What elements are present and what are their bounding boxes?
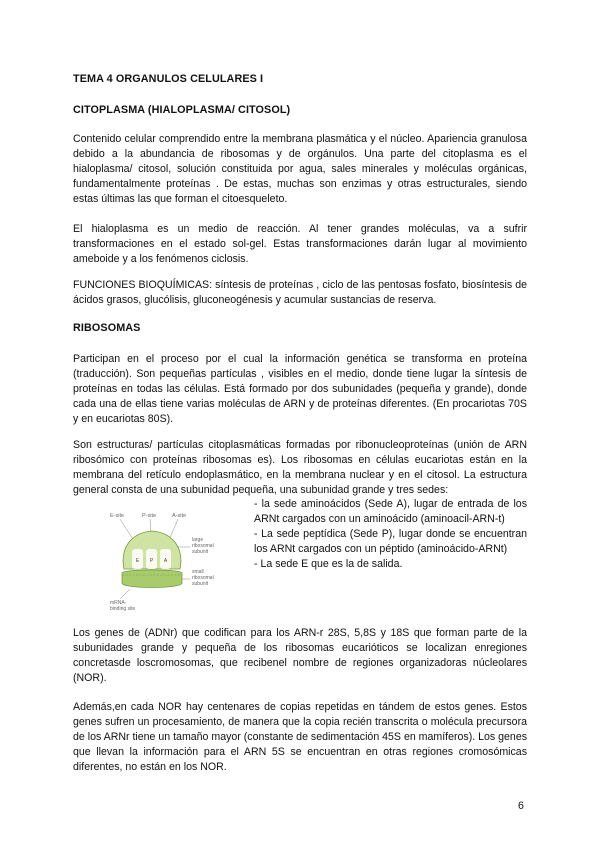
list-item-site-a: - la sede aminoácidos (Sede A), lugar de entrada de los ARNt cargados con un aminoácido (aminoacil-ARN-t) <box>254 498 527 525</box>
e-site-label: E-site <box>110 513 125 519</box>
section-heading-ribosomas: RIBOSOMAS <box>73 322 141 334</box>
small-subunit-label-2: ribosomal <box>192 575 214 581</box>
paragraph-genes-adnr: Los genes de (ADNr) que codifican para los ARN-r 28S, 5,8S y 18S que forman parte de la subunidades grande y pequeña de los ribosomas eucarióticos se localizan enregiones concretasde loscromosomas, que recibenel nombre de regiones organizadoras núcleolares (NOR). <box>73 627 527 684</box>
p-site-label: P-site <box>142 513 157 519</box>
ribosome-sites-list <box>240 497 527 572</box>
paragraph-nor-copias: Además,en cada NOR hay centenares de copias repetidas en tándem de estos genes. Estos genes sufren un procesamiento, de manera que la copia recién transcrita o molécula precursora de los ARNr tiene un tamaño mayor (constante de sedimentación 45S en mamíferos). Los genes que llevan la información para el ARN 5S se encuentran en otras regiones cromosómicas diferentes, no están en los NOR. <box>73 701 528 773</box>
chapter-title: TEMA 4 ORGANULOS CELULARES I <box>73 73 264 85</box>
small-subunit-label-3: subunit <box>192 581 209 587</box>
small-subunit-shape <box>122 570 182 588</box>
section-heading-citoplasma: CITOPLASMA (HIALOPLASMA/ CITOSOL) <box>73 104 291 116</box>
list-item-site-p: - La sede peptídica (Sede P), lugar donde se encuentran los ARNt cargados con un péptido (aminoácido-ARNt) <box>254 528 527 555</box>
mrna-binding-label-1: mRNA- <box>110 600 127 606</box>
small-subunit-label-1: small <box>192 569 204 575</box>
list-item-site-e: - La sede E que es la de salida. <box>254 558 403 570</box>
a-site-tag: A <box>163 558 168 564</box>
paragraph-funciones-bioquimicas: FUNCIONES BIOQUÍMICAS: síntesis de proteínas , ciclo de las pentosas fosfato, biosíntesis de ácidos grasos, glucólisis, gluconeogénesis y acumular sustancias de reserva. <box>73 279 527 306</box>
paragraph-citoplasma-definition: Contenido celular comprendido entre la membrana plasmática y el núcleo. Apariencia granulosa debido a la abundancia de ribosomas y de orgánulos. Una parte del citoplasma es el hialoplasma/ citosol, solución constituida por agua, sales minerales y moléculas orgánicas, fundamentalmente proteínas . De estas, muchas son enzimas y otras estructurales, siendo estas últimas las que forman el citoesqueleto. <box>73 133 527 205</box>
mrna-pointer <box>120 589 130 599</box>
ribosome-diagram <box>108 509 238 613</box>
large-subunit-label-3: subunit <box>192 549 209 555</box>
mrna-binding-label-2: binding site <box>110 606 136 612</box>
paragraph-ribosomas-intro: Participan en el proceso por el cual la información genética se transforma en proteína (traducción). Son pequeñas partículas , visibles en el medio, donde tiene lugar la síntesis de proteínas en todas las células. Está formado por dos subunidades (pequeña y grande), donde cada una de ellas tiene varias moléculas de ARN y de proteínas diferentes. (En procariotas 70S y en eucariotas 80S). <box>73 353 527 425</box>
ribosome-illustration <box>108 509 238 613</box>
large-subunit-label-2: ribosomal <box>192 543 214 549</box>
paragraph-hialoplasma: El hialoplasma es un medio de reacción. Al tener grandes moléculas, va a sufrir transformaciones en el estado sol-gel. Estas transformaciones darán lugar al movimiento ameboide y a los fenómenos ciclosis. <box>73 223 527 265</box>
page-number: 6 <box>518 800 524 812</box>
paragraph-ribosomas-estructura: Son estructuras/ partículas citoplasmáticas formadas por ribonucleoproteínas (unión de ARN ribosómico con proteínas ribosomas es). Los ribosomas en células eucariotas están en la membrana del retículo endoplasmático, en la membrana nuclear y en el citosol. La estructura general consta de una subunidad pequeña, una subunidad grande y tres sedes: <box>73 439 527 496</box>
a-site-label: A-site <box>172 513 187 519</box>
e-site-tag: E <box>135 558 140 564</box>
p-site-tag: P <box>149 558 154 564</box>
large-subunit-label-1: large <box>192 537 204 543</box>
